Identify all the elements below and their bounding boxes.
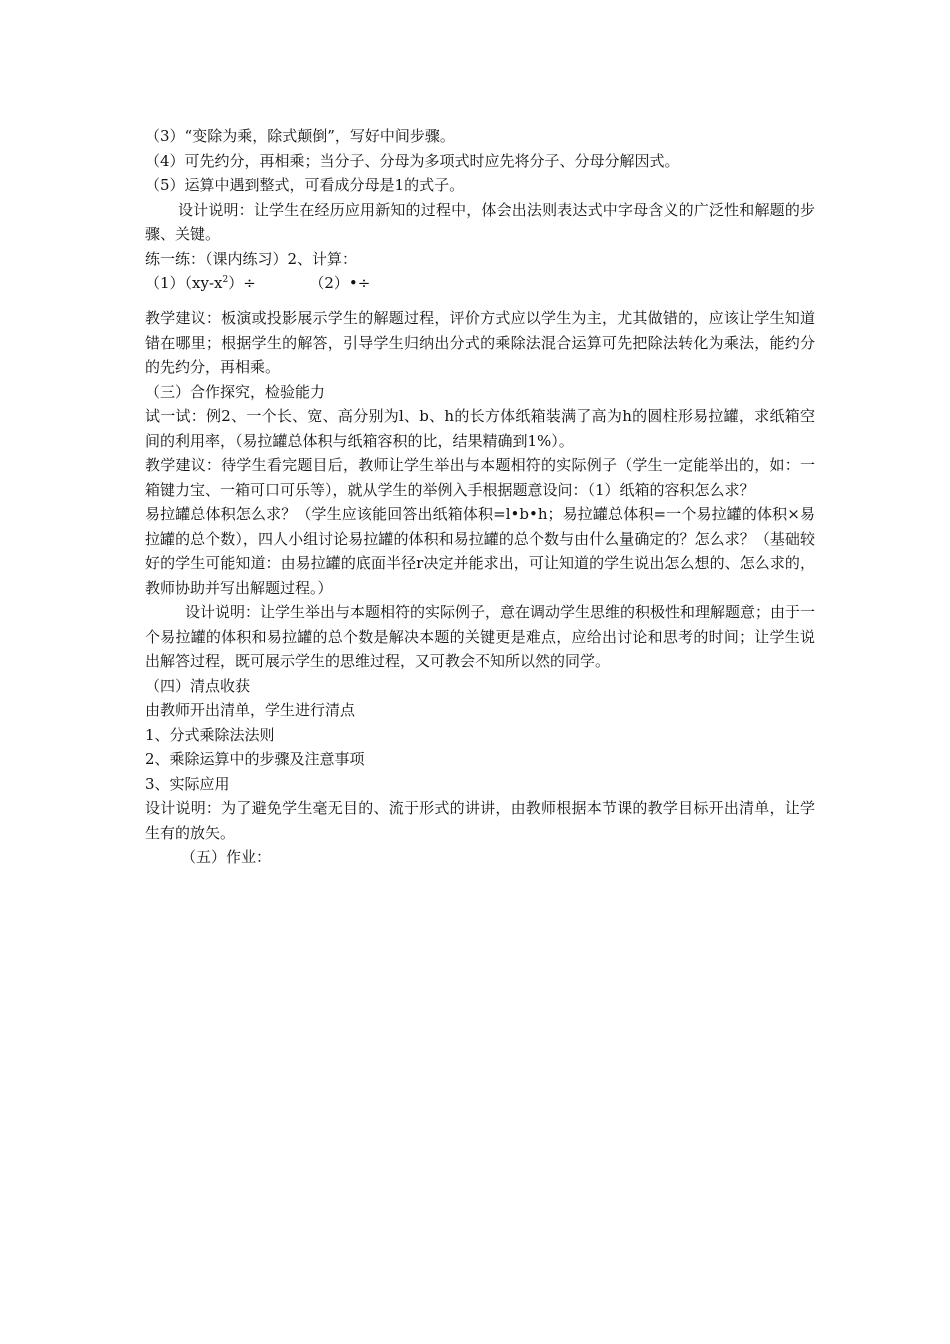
discussion-question: 易拉罐总体积怎么求？（学生应该能回答出纸箱体积=l•b•h；易拉罐总体积=一个易拉罐的体积×易拉罐的总个数），四人小组讨论易拉罐的体积和易拉罐的总个数与由什么量确定的？怎么求？（基础较好的学生可能知道：由易拉罐的底面半径r决定并能求出，可让知道的学生说出怎么想的、怎么求的，教师协助并写出解题过程。） — [145, 505, 815, 597]
formula-2: （2）•÷ — [309, 274, 371, 292]
design-note-3: 设计说明：为了避免学生毫无目的、流于形式的讲讲，由教师根据本节课的教学目标开出清单，让学生有的放矢。 — [145, 799, 815, 842]
step-5: （5）运算中遇到整式，可看成分母是1的式子。 — [145, 176, 465, 194]
practice-formulas — [145, 271, 815, 297]
formula-1-prefix: （1）（xy-x — [145, 274, 223, 292]
example-2: 试一试：例2、一个长、宽、高分别为l、b、h的长方体纸箱装满了高为h的圆柱形易拉罐，求纸箱空间的利用率，（易拉罐总体积与纸箱容积的比，结果精确到1%）。 — [145, 407, 815, 450]
practice-heading: 练一练：（课内练习）2、计算： — [145, 249, 358, 268]
summary-intro: 由教师开出清单，学生进行清点 — [145, 701, 356, 719]
section-3-heading: （三）合作探究，检验能力 — [145, 382, 326, 401]
step-3: （3）“变除为乘，除式颠倒”，写好中间步骤。 — [145, 127, 455, 145]
section-4-heading: （四）清点收获 — [145, 676, 251, 695]
formula-1-suffix: ）÷ — [228, 274, 256, 292]
document-page — [145, 124, 815, 870]
summary-item-2: 2、乘除运算中的步骤及注意事项 — [145, 750, 365, 768]
summary-item-1: 1、分式乘除法法则 — [145, 725, 275, 744]
teaching-advice-1: 教学建议：板演或投影展示学生的解题过程，评价方式应以学生为主，尤其做错的，应该让学生知道错在哪里；根据学生的解答，引导学生归纳出分式的乘除法混合运算可先把除法转化为乘法，能约分的先约分，再相乘。 — [145, 309, 815, 376]
section-5-heading: （五）作业： — [181, 848, 272, 866]
summary-item-3: 3、实际应用 — [145, 774, 230, 793]
design-note-1: 设计说明：让学生在经历应用新知的过程中，体会出法则表达式中字母含义的广泛性和解题的步骤、关键。 — [145, 200, 815, 243]
formula-1-exponent: 2 — [222, 275, 229, 285]
formula-1 — [145, 271, 256, 296]
design-note-2: 设计说明：让学生举出与本题相符的实际例子，意在调动学生思维的积极性和理解题意；由于一个易拉罐的体积和易拉罐的总个数是解决本题的关键更是难点，应给出讨论和思考的时间；让学生说出解答过程，既可展示学生的思维过程，又可教会不知所以然的同学。 — [145, 603, 816, 670]
teaching-advice-2: 教学建议：待学生看完题目后，教师让学生举出与本题相符的实际例子（学生一定能举出的，如：一箱键力宝、一箱可口可乐等），就从学生的举例入手根据题意设问：（1）纸箱的容积怎么求？ — [145, 456, 815, 499]
step-4: （4）可先约分，再相乘；当分子、分母为多项式时应先将分子、分母分解因式。 — [145, 151, 680, 170]
